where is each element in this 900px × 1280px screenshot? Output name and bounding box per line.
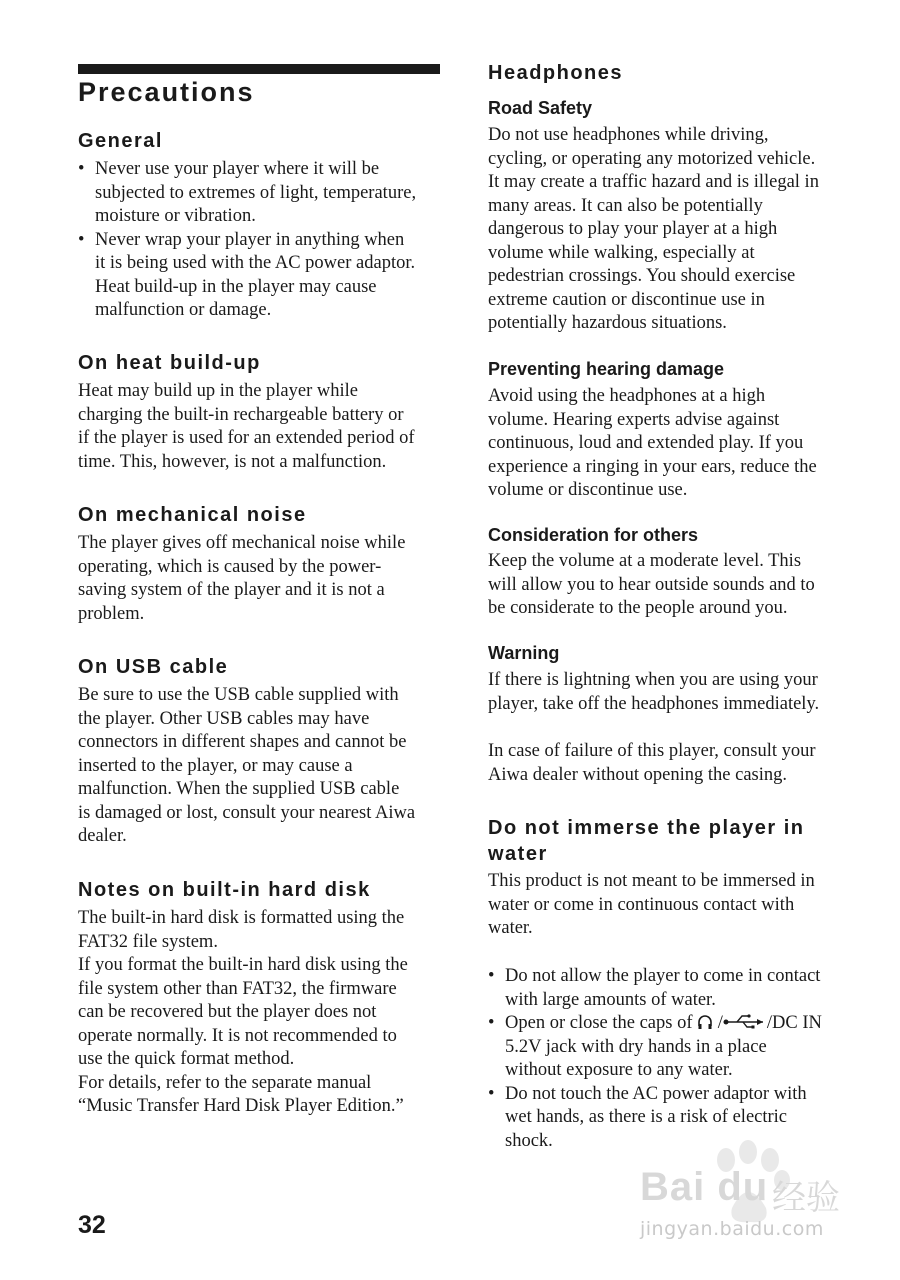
list-item: • Never use your player where it will be subjected to extremes of light, temperature, moisture or vibration. <box>78 158 440 229</box>
failure-text: In case of failure of this player, consult your Aiwa dealer without opening the casing. <box>488 741 816 785</box>
usb-icon <box>723 1014 767 1030</box>
hdd-heading: Notes on built-in hard disk <box>78 879 371 901</box>
hdd-text: The built-in hard disk is formatted using the FAT32 file system. If you format the built-in hard disk using the file system other than FAT32, the firmware can be recovered but the player does not operate normally. It is not recommended to use the quick format method. For details, refer to the separate manual “Music Transfer Hard Disk Player Edition.” <box>78 908 408 1116</box>
warning-heading: Warning <box>488 643 560 663</box>
usb-heading: On USB cable <box>78 656 229 678</box>
list-item: • Never wrap your player in anything when it is being used with the AC power adaptor. Heat build-up in the player may cause malfunction or damage. <box>78 229 440 323</box>
general-heading: General <box>78 130 163 152</box>
bullet2-pre: Open or close the caps of <box>505 1013 698 1033</box>
watermark-url: jingyan.baidu.com <box>640 1218 824 1240</box>
page-title: Precautions <box>78 77 255 107</box>
list-item: • Do not touch the AC power adaptor with wet hands, as there is a risk of electric shock. <box>488 1083 860 1154</box>
list-item: • Do not allow the player to come in contact with large amounts of water. <box>488 965 860 1012</box>
noise-text: The player gives off mechanical noise while operating, which is caused by the power- saving system of the player and it is not a problem. <box>78 533 406 624</box>
watermark-brand: Bai du <box>640 1165 769 1209</box>
bullet2-mid: / <box>713 1013 723 1033</box>
headphone-icon <box>697 1014 713 1030</box>
usb-text: Be sure to use the USB cable supplied with the player. Other USB cables may have connectors in different shapes and cannot be inserted to the player, or may cause a malfunction. When the supplied USB cable is damaged or lost, consult your nearest Aiwa dealer. <box>78 685 416 846</box>
water-text: This product is not meant to be immersed in water or come in continuous contact with water. <box>488 871 815 938</box>
hearing-heading: Preventing hearing damage <box>488 359 725 379</box>
road-safety-text: Do not use headphones while driving, cycling, or operating any motorized vehicle. It may create a traffic hazard and is illegal in many areas. It can also be potentially dangerous to play your player at a high volume while walking, especially at pedestrian crossings. You should exercise extreme caution or discontinue use in potentially hazardous situations. <box>488 125 819 333</box>
page-number: 32 <box>78 1211 106 1239</box>
bullet2-post: /DC IN 5.2V jack with dry hands in a place without exposure to any water. <box>505 1013 822 1080</box>
watermark-cn: 经验 <box>772 1178 840 1218</box>
warning-text: If there is lightning when you are using your player, take off the headphones immediately. <box>488 670 820 714</box>
heat-heading: On heat build-up <box>78 352 261 374</box>
heat-text: Heat may build up in the player while charging the built-in rechargeable battery or if the player is used for an extended period of time. This, however, is not a malfunction. <box>78 381 415 472</box>
headphones-heading: Headphones <box>488 62 624 84</box>
general-list <box>78 158 440 323</box>
others-text: Keep the volume at a moderate level. This will allow you to hear outside sounds and to be considerate to the people around you. <box>488 551 815 618</box>
water-list <box>488 965 860 1153</box>
water-heading: Do not immerse the player in water <box>488 817 805 865</box>
hearing-text: Avoid using the headphones at a high volume. Hearing experts advise against continuous, loud and extended play. If you experience a ringing in your ears, reduce the volume or discontinue use. <box>488 386 817 500</box>
list-item <box>488 1012 860 1083</box>
road-safety-heading: Road Safety <box>488 98 593 118</box>
others-heading: Consideration for others <box>488 525 699 545</box>
noise-heading: On mechanical noise <box>78 504 307 526</box>
